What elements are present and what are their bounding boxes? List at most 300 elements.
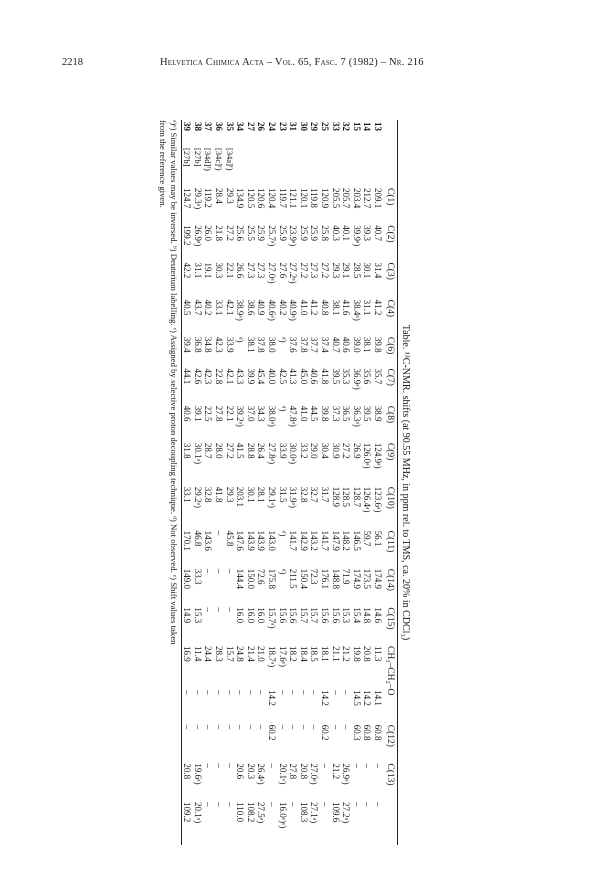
shift-cell: 23.9ᵃ) [288,225,299,247]
shift-cell: 41.2 [373,299,383,316]
shift-cell: – [235,690,246,695]
shift-cell: 120.9 [320,188,331,209]
col-header: C(10) [385,486,396,509]
shift-cell: 27.2ᵃ) [341,802,352,824]
shift-cell: 33.1 [182,486,193,503]
shift-cell: – [245,690,256,695]
shift-cell: 120.1 [298,188,309,209]
table-row [192,120,203,845]
nmr-shift-table [182,120,397,845]
shift-cell: – [214,607,225,612]
reference-cell [277,146,288,186]
shift-cell: 39.5 [330,368,341,385]
shift-cell: 170.1 [182,530,193,551]
shift-cell: 29.3 [224,486,235,503]
shift-cell: 27.8 [214,405,225,422]
shift-cell: 123.6ᵃ) [373,486,383,513]
shift-cell: 119.7 [277,188,288,208]
shift-cell: 146.5 [351,530,362,551]
shift-cell: – [224,802,235,807]
shift-cell: 26.0 [203,225,214,241]
shift-cell: 110.0 [235,802,246,822]
shift-cell: 21.4 [245,645,256,662]
shift-cell: – [224,690,235,695]
compound-number: 30 [298,122,309,131]
shift-cell: 40.0 [267,368,278,385]
shift-cell: 27.0ᵃ) [309,763,320,785]
shift-cell: 25.9 [298,225,309,241]
shift-cell: 31.5 [277,486,288,503]
shift-cell: 33.2 [298,442,309,459]
shift-cell: 60.2 [267,724,278,741]
table-row [182,120,193,845]
shift-cell: 38.4ᵃ) [351,299,362,321]
shift-cell: 72.6 [256,568,267,585]
journal-title: Helvetica Chimica Acta – Vol. 65, Fasc. 7 (1982) – Nr. 216 [160,57,424,68]
footnotes [157,120,179,845]
shift-cell: – [351,763,362,768]
compound-number: 34 [235,122,246,131]
shift-cell: 39.9ᵃ) [351,225,362,247]
reference-cell [330,146,341,186]
col-header: C(11) [385,530,396,553]
shift-cell: 143.0 [267,530,278,551]
col-header [383,120,397,146]
shift-cell: 33.9 [224,336,235,353]
shift-cell: 22.5 [203,405,214,422]
shift-cell: – [214,802,225,807]
shift-cell: 29.2ᵃ) [192,486,203,508]
shift-cell: – [288,724,299,730]
shift-cell: 37.7 [309,336,320,353]
shift-cell: 30.0ᵃ) [288,442,299,465]
table-row [245,120,256,845]
shift-cell: 124.7 [182,188,193,209]
shift-cell: – [277,724,288,730]
shift-cell: 25.7ᵃ) [267,225,278,247]
shift-cell: 16.0 [235,607,246,624]
reference-cell [288,146,299,186]
col-header: C(6) [385,336,396,355]
compound-number: 23 [277,122,288,131]
shift-cell: 32.8 [203,486,214,503]
reference-cell [309,146,320,186]
shift-cell: – [214,763,225,768]
table-body [182,120,383,845]
footnote-line: from the reference given. [157,120,168,208]
shift-cell: 27.3 [256,262,267,279]
shift-cell: 45.0 [298,368,309,385]
shift-cell: 30.1 [362,262,373,279]
shift-cell: 39.1 [192,405,203,422]
shift-cell: 40.7 [330,336,341,353]
shift-cell: 60.2 [320,724,331,741]
shift-cell: – [298,724,309,730]
shift-cell: 40.7 [373,225,383,241]
shift-cell: 109.2 [182,802,193,823]
shift-cell: 108.3 [298,802,309,823]
shift-cell: 30.3 [214,262,225,279]
shift-cell: 60.3 [351,724,362,741]
shift-cell: 39.2ᵃ) [235,405,246,427]
col-header: C(4) [385,299,396,318]
shift-cell: 38.9 [373,405,383,422]
shift-cell: 21.1 [330,645,341,662]
shift-cell: 14.9 [182,607,193,624]
reference-cell: [34a]ᶠ) [224,148,235,171]
shift-cell: 15.7 [224,645,235,662]
shift-cell: 209.1 [373,188,383,209]
shift-cell: 27.2 [224,225,235,241]
shift-cell: 16.0 [256,607,267,624]
shift-cell: 14.8 [362,607,373,624]
shift-cell: 14.2 [320,690,331,706]
table-row [298,120,309,845]
shift-cell: 21.0 [256,645,267,662]
shift-cell: 18.1 [320,645,331,662]
reference-cell [235,146,246,186]
reference-cell [372,146,383,186]
shift-cell: 20.1ᵃ) [192,802,203,824]
shift-cell: 141.7 [320,530,331,551]
shift-cell: 40.8 [320,299,331,316]
reference-cell [362,146,373,186]
shift-cell: 143.2 [309,530,320,551]
shift-cell: 14.2 [267,690,278,706]
shift-cell: 22.8 [214,368,225,385]
shift-cell: 27.2 [224,442,235,459]
shift-cell: 14.6 [373,607,383,624]
shift-cell: – [224,607,235,612]
shift-cell: 40.6 [341,336,352,353]
table-row [309,120,320,845]
shift-cell: 14.1 [373,690,383,706]
shift-cell: 25.8 [320,225,331,241]
table-row [372,120,383,845]
table-row [341,120,352,845]
shift-cell: 38.1 [245,336,256,353]
shift-cell: 30.9 [330,442,341,459]
shift-cell: 39.3 [362,225,373,241]
table-row [288,120,299,845]
shift-cell: 144.4 [235,568,246,589]
shift-cell: 108.2 [245,802,256,823]
shift-cell: – [214,690,225,695]
shift-cell: 40.9ᵃ) [288,299,299,321]
compound-number: 37 [203,122,214,131]
compound-number: 32 [341,122,352,131]
shift-cell: – [362,763,373,768]
reference-cell [351,146,362,186]
shift-cell: 60.8 [362,724,373,741]
shift-cell: 21.2 [330,763,341,780]
shift-cell: 175.8 [267,568,278,589]
shift-cell: – [203,690,214,695]
reference-cell: [34d]ᶠ) [203,148,214,172]
shift-cell: 40.2 [203,299,214,316]
shift-cell: 40.2 [277,299,288,316]
shift-cell: 40.5 [182,299,193,316]
shift-cell: 16.0 [245,607,256,624]
shift-cell: 37.8 [256,336,267,353]
shift-cell: 28.0 [214,442,225,459]
table-row [256,120,267,845]
shift-cell: 22.1 [224,262,235,279]
reference-cell: [34c]ᶠ) [214,148,225,171]
compound-number: 13 [373,122,383,131]
shift-cell: 37.0 [245,405,256,422]
compound-number: 38 [192,122,203,131]
shift-cell: 121.1 [288,188,299,209]
shift-cell: ᵈ) [277,568,288,575]
shift-cell: 124.9ᵃ) [373,442,383,469]
shift-cell: 128.9 [330,486,341,508]
col-header: C(15) [385,607,396,630]
shift-cell: 41.2 [309,299,320,316]
shift-cell: 39.8 [320,405,331,422]
shift-cell: 134.9 [235,188,246,209]
shift-cell: 38.0 [267,336,278,353]
col-header: C(1) [385,188,396,206]
shift-cell: 35.7 [373,368,383,385]
shift-cell: – [288,802,299,807]
shift-cell: 27.0ᵃ) [267,262,278,284]
shift-cell: – [245,724,256,730]
shift-cell: 20.6 [235,763,246,780]
shift-cell: ᵈ) [235,336,246,343]
shift-cell: 119.2 [203,188,214,208]
shift-cell: 26.6 [235,262,246,279]
shift-cell: 43.7 [192,299,203,316]
shift-cell: 27.8ᵃ) [267,442,278,465]
shift-cell: 15.7ᵃ) [267,607,278,629]
shift-cell: 11.4 [192,645,203,662]
shift-cell: 29.1ᵃ) [267,486,278,508]
shift-cell: 128.5 [341,486,352,508]
shift-cell: – [235,724,246,730]
shift-cell: 26.4 [256,442,267,459]
shift-cell: 27.2ᵃ) [288,262,299,284]
shift-cell: 15.4 [351,607,362,624]
shift-cell: 143.9 [245,530,256,551]
shift-cell: 20.1ᵉ) [277,763,288,785]
shift-cell: 41.8 [320,368,331,385]
shift-cell: 27.8 [288,763,299,780]
shift-cell: 38.0ᵃ) [267,405,278,427]
reference-cell [319,146,330,186]
shift-cell: 42.3 [203,368,214,385]
shift-cell: 31.7 [320,486,331,503]
shift-cell: 27.2 [320,262,331,279]
compound-number: 33 [330,122,341,131]
shift-cell: 126.4ᵃ) [362,486,373,513]
shift-cell: 29.0 [309,442,320,459]
shift-cell: – [309,724,320,730]
shift-cell: 199.2 [182,225,193,246]
shift-cell: 174.9 [373,568,383,589]
shift-cell: – [267,763,278,768]
col-header: C(14) [385,568,396,591]
table-row [235,120,246,845]
shift-cell: 41.5 [235,442,246,459]
shift-cell: 25.5 [245,225,256,241]
shift-cell: ᵈ) [277,405,288,412]
shift-cell: 29.1 [341,262,352,279]
table-row [330,120,341,845]
shift-cell: 18.5 [309,645,320,662]
shift-cell: 46.8 [192,530,203,547]
table-row [203,120,214,845]
shift-cell: 20.8 [298,763,309,780]
shift-cell: 17.6ᵉ) [277,645,288,668]
compound-number: 31 [288,122,299,131]
shift-cell: 20.8 [362,645,373,662]
shift-cell: 27.3 [309,262,320,279]
shift-cell: 60.8 [373,724,383,741]
shift-cell: 41.3 [288,368,299,385]
shift-cell: 16.0ᵉ)ᵉ) [277,802,288,829]
reference-cell: [27b] [192,148,203,167]
shift-cell: 16.9 [182,645,193,662]
reference-cell [298,146,309,186]
table-caption: Table. ¹³C-NMR. shifts (at 90.55 MHz, in ppm rel. to TMS, ca. 20% in CDCl₃) [400,324,411,641]
shift-cell: 38.9ᵃ) [235,299,246,321]
shift-cell: 15.3 [341,607,352,624]
shift-cell: 47.8ᵃ) [288,405,299,427]
shift-cell: 41.6 [341,299,352,316]
shift-cell: 40.6ᵃ) [267,299,278,321]
shift-cell: 26.9ᵃ) [192,225,203,247]
shift-cell: 20.8 [182,763,193,780]
col-header: C(3) [385,262,396,280]
shift-cell: 56.1 [373,530,383,547]
reference-cell: [27b] [182,148,193,167]
shift-cell: 148.2 [341,530,352,551]
shift-cell: 19.6ᵃ) [192,763,203,785]
table-row [319,120,330,845]
shift-cell: 42.2 [182,262,193,279]
shift-cell: – [341,724,352,730]
shift-cell: – [192,690,203,695]
shift-cell: 27.3 [245,262,256,279]
footnote-line: ᵃ)ᵉ) Similar values may be inversed. ᵇ) Deuterium labelling. ᶜ) Assigned by selective proton decoupling technique. ᵈ) Not observed. ᵉ) Shift values taken [168,120,179,645]
shift-cell: 43.3 [235,368,246,385]
shift-cell: 25.9 [277,225,288,241]
shift-cell: 39.5 [362,405,373,422]
shift-cell: – [203,802,214,807]
shift-cell: 28.3 [214,645,225,662]
shift-cell: 147.9 [330,530,341,551]
shift-cell: 27.2 [341,442,352,459]
shift-cell: 37.3 [330,405,341,422]
shift-cell: 38.6 [245,299,256,316]
shift-cell: 39.0 [351,336,362,353]
shift-cell: – [341,690,352,695]
shift-cell: – [298,690,309,695]
shift-cell: 31.1 [362,299,373,316]
shift-cell: 33.3 [192,568,203,585]
shift-cell: 27.5ᵃ) [256,802,267,824]
shift-cell: – [182,690,193,695]
shift-cell: 27.2 [298,262,309,279]
shift-cell: 176.1 [320,568,331,589]
shift-cell: 42.1 [224,299,235,316]
shift-cell: 174.9 [351,568,362,589]
shift-cell: 141.7 [288,530,299,551]
col-header: C(13) [385,763,396,786]
shift-cell: 31.4 [373,262,383,279]
shift-cell: – [330,690,341,695]
shift-cell: 41.0 [298,405,309,422]
shift-cell: 45.8 [224,530,235,547]
shift-cell: 25.9 [256,225,267,241]
shift-cell: 211.5 [288,568,299,589]
rotated-table-block [92,120,412,845]
shift-cell: 36.3ᵃ) [351,405,362,427]
shift-cell: 30.4 [320,442,331,459]
shift-cell: 29.3 [330,262,341,279]
col-header: C(2) [385,225,396,243]
shift-cell: 21.8 [214,225,225,241]
shift-cell: 15.7 [309,607,320,624]
shift-cell: – [203,607,214,612]
shift-cell: – [320,802,331,807]
shift-cell: 25.6 [235,225,246,241]
shift-cell: 173.5 [362,568,373,589]
table-row [224,120,235,845]
shift-cell: 126.0ᵃ) [362,442,373,469]
header-row [383,120,397,845]
shift-cell: – [320,763,331,768]
shift-cell: 35.3 [341,368,352,385]
shift-cell: 203.4 [351,188,362,209]
shift-cell: 26.4ᵃ) [256,763,267,785]
shift-cell: 19.8 [351,645,362,662]
shift-cell: 44.5 [309,405,320,422]
shift-cell: – [203,568,214,574]
shift-cell: 15.6 [330,607,341,624]
compound-number: 14 [362,122,373,131]
table-row [362,120,373,845]
shift-cell: – [214,530,225,536]
shift-cell: 27.6 [277,262,288,279]
shift-cell: 28.4 [214,188,225,204]
shift-cell: 37.4 [320,336,331,353]
shift-cell: 38.1 [362,336,373,353]
shift-cell: 39.9 [245,368,256,385]
shift-cell: – [182,724,193,730]
shift-cell: 150.4 [298,568,309,589]
shift-cell: – [309,690,320,695]
shift-cell: – [256,690,267,695]
shift-cell: 142.9 [298,530,309,551]
shift-cell: 41.8 [214,486,225,503]
shift-cell: 203.1 [235,486,246,508]
shift-cell: 212.7 [362,188,373,209]
shift-cell: 26.9 [351,442,362,459]
shift-cell: 42.3 [214,336,225,353]
shift-cell: 120.4 [267,188,278,209]
shift-cell: 15.6 [277,607,288,624]
shift-cell: 205.5 [330,188,341,209]
shift-cell: – [224,763,235,768]
shift-cell: 15.6 [288,607,299,624]
shift-cell: 31.8 [182,442,193,459]
shift-cell: 31.9ᵃ) [288,486,299,508]
shift-cell: 37.8 [298,336,309,353]
group-header: CH₃–CH₂–O [385,645,396,696]
shift-cell: 24.8 [235,645,246,662]
